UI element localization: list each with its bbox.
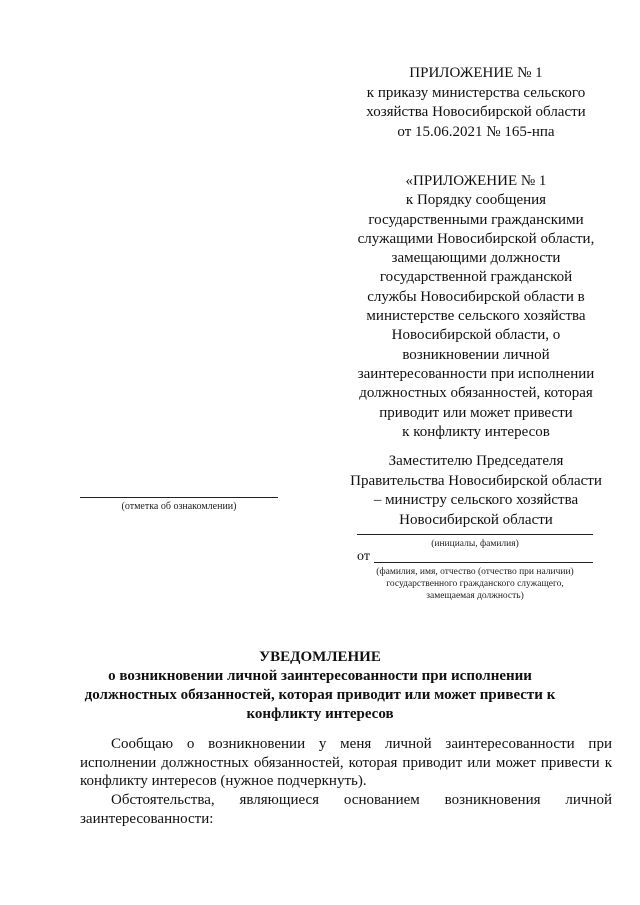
appendix-order-block (340, 64, 612, 142)
body-line: конфликту интересов (нужное подчеркнуть). (80, 773, 367, 790)
addressee-line: Правительства Новосибирской области (350, 472, 602, 489)
sender-caption-line: (фамилия, имя, отчество (отчество при наличии) (376, 567, 574, 577)
body-line: заинтересованности: (80, 810, 214, 827)
addressee-line: Заместителю Председателя (388, 453, 564, 469)
body-paragraph-1 (80, 735, 612, 791)
appendix-order-line: от 15.06.2021 № 165-нпа (397, 123, 555, 140)
appendix-procedure-line: должностных обязанностей, которая (359, 385, 593, 402)
sender-caption-line: государственного гражданского служащего, (386, 579, 564, 589)
addressee-block (340, 452, 612, 530)
body-paragraph-2 (80, 791, 612, 828)
appendix-order-line: к приказу министерства сельского (366, 84, 586, 101)
appendix-procedure-line: государственной гражданской (379, 269, 573, 286)
notice-title-line: должностных обязанностей, которая приводит или может привести к (84, 687, 556, 703)
sender-caption (357, 566, 593, 602)
notice-title-line: УВЕДОМЛЕНИЕ (259, 649, 381, 665)
appendix-procedure-line: к Порядку сообщения (405, 192, 547, 209)
initials-caption: (инициалы, фамилия) (431, 539, 519, 549)
appendix-procedure-line: Новосибирской области, о (391, 327, 561, 344)
acknowledgment-signature-line (80, 497, 278, 498)
appendix-procedure-line: замещающими должности (391, 250, 561, 267)
appendix-order-line: хозяйства Новосибирской области (366, 104, 586, 120)
addressee-line: – министру сельского хозяйства (373, 492, 579, 508)
from-label: от (357, 549, 370, 564)
appendix-procedure-line: службы Новосибирской области в (367, 288, 585, 305)
appendix-order-line: ПРИЛОЖЕНИЕ № 1 (409, 65, 543, 81)
sender-caption-line: замещаемая должность) (426, 591, 524, 601)
body-line: исполнении должностных обязанностей, которая приводит или может привести к (80, 754, 612, 771)
appendix-procedure-line: «ПРИЛОЖЕНИЕ № 1 (405, 173, 547, 189)
appendix-procedure-line: заинтересованности при исполнении (357, 365, 595, 382)
sender-line (374, 562, 593, 563)
initials-line (357, 534, 593, 535)
notice-title (40, 648, 600, 724)
notice-title-line: конфликту интересов (246, 706, 394, 722)
body-line: Обстоятельства, являющиеся основанием возникновения личной (111, 792, 612, 808)
notice-title-line: о возникновении личной заинтересованности при исполнении (108, 668, 532, 684)
appendix-procedure-line: приводит или может привести (379, 404, 573, 421)
acknowledgment-caption: (отметка об ознакомлении) (121, 501, 237, 512)
body-line: Сообщаю о возникновении у меня личной заинтересованности при (111, 736, 612, 752)
appendix-procedure-line: возникновении личной (402, 346, 550, 363)
appendix-procedure-line: государственными гражданскими (368, 211, 584, 228)
appendix-procedure-line: министерстве сельского хозяйства (366, 308, 586, 325)
appendix-procedure-line: к конфликту интересов (402, 423, 550, 440)
addressee-line: Новосибирской области (399, 511, 553, 528)
appendix-procedure-block (340, 172, 612, 442)
appendix-procedure-line: служащими Новосибирской области, (357, 230, 595, 247)
